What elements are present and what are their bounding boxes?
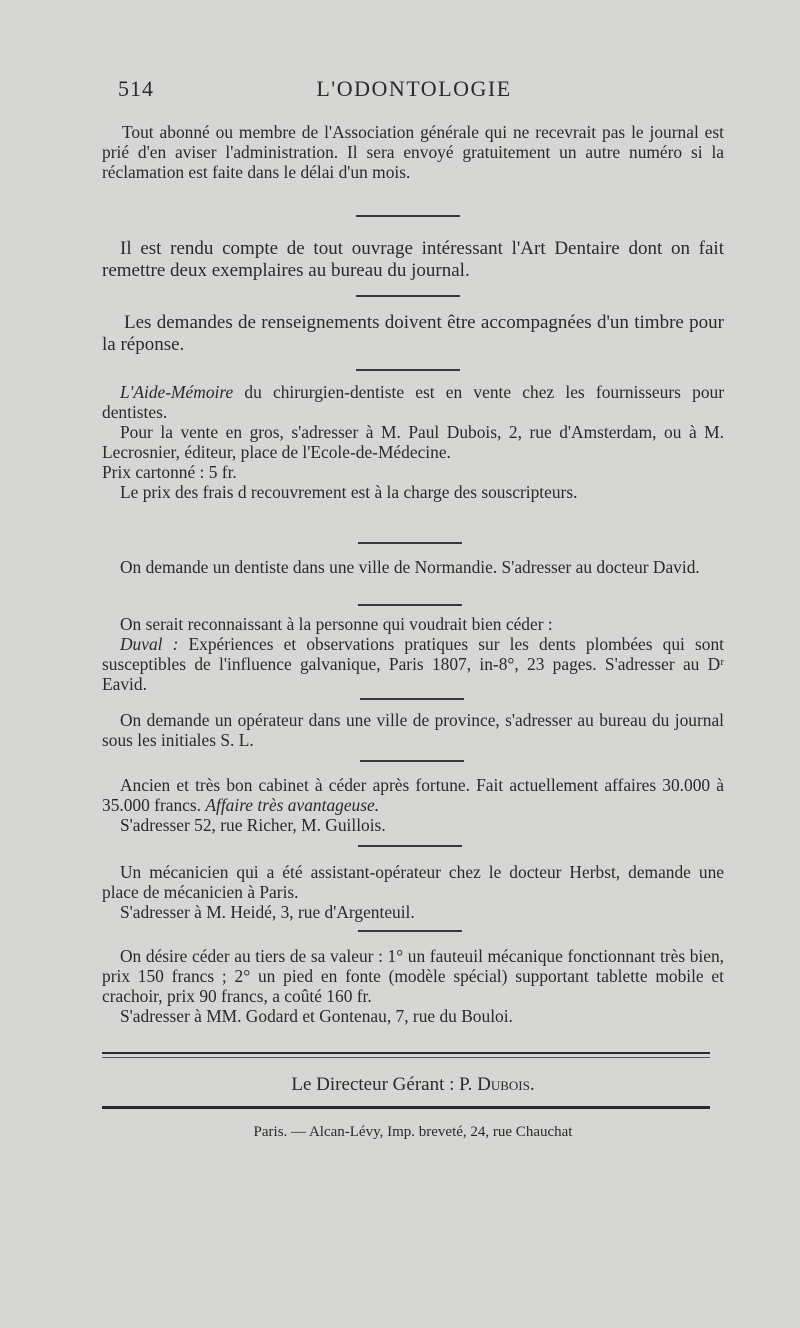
notice-text: Les demandes de renseignements doivent être accompagnées d'un timbre pour la réponse. bbox=[102, 312, 724, 355]
signature-rule bbox=[102, 1106, 710, 1109]
notice-aide-memoire bbox=[102, 382, 724, 502]
notice-text: On demande un opérateur dans une ville de province, s'adresser au bureau du journal sous les initiales S. L. bbox=[102, 710, 724, 750]
notice-cabinet-sale bbox=[102, 775, 724, 835]
notice-subscription bbox=[102, 122, 724, 182]
aide-memoire-text: du chirurgien-dentiste est en vente chez les fournisseurs pour dentistes. bbox=[102, 382, 724, 422]
mechanic-text: Un mécanicien qui a été assistant-opérateur chez le docteur Herbst, demande une place de mécanicien à Paris. bbox=[102, 862, 724, 902]
notice-mechanic bbox=[102, 862, 724, 922]
mechanic-address: S'adresser à M. Heidé, 3, rue d'Argenteuil. bbox=[120, 902, 415, 922]
printer-imprint: Paris. — Alcan-Lévy, Imp. breveté, 24, rue Chauchat bbox=[253, 1124, 573, 1140]
separator-rule bbox=[358, 930, 462, 932]
notice-text: Tout abonné ou membre de l'Association générale qui ne recevrait pas le journal est prié d'en aviser l'administration. Il sera envoyé gratuitement un autre numéro si la réclamation est faite dans le délai d'un mois. bbox=[102, 122, 724, 182]
notice-operator bbox=[102, 710, 724, 750]
separator-rule bbox=[356, 215, 460, 217]
separator-rule bbox=[356, 295, 460, 297]
page-number: 514 bbox=[118, 76, 154, 101]
signature bbox=[102, 1074, 724, 1096]
page-header bbox=[118, 76, 710, 106]
aide-memoire-wholesale: Pour la vente en gros, s'adresser à M. Paul Dubois, 2, rue d'Amsterdam, ou à M. Lecrosnier, éditeur, place de l'Ecole-de-Médecine. bbox=[102, 422, 724, 462]
cabinet-highlight: Affaire très avantageuse. bbox=[205, 795, 380, 815]
separator-rule bbox=[360, 760, 464, 762]
duval-request: On serait reconnaissant à la personne qui voudrait bien céder : bbox=[120, 614, 553, 634]
cabinet-address: S'adresser 52, rue Richer, M. Guillois. bbox=[120, 815, 386, 835]
end-rule-thin bbox=[102, 1057, 710, 1058]
notice-review bbox=[102, 238, 724, 282]
notice-text: Il est rendu compte de tout ouvrage intéressant l'Art Dentaire dont on fait remettre deux exemplaires au bureau du journal. bbox=[102, 238, 724, 281]
aide-memoire-paragraph bbox=[102, 382, 724, 422]
notice-text: On demande un dentiste dans une ville de Normandie. S'adresser au docteur David. bbox=[120, 557, 700, 577]
separator-rule bbox=[356, 369, 460, 371]
author-name: Duval : bbox=[120, 634, 179, 654]
separator-rule bbox=[358, 604, 462, 606]
notice-chair-sale bbox=[102, 946, 724, 1026]
duval-reference bbox=[102, 634, 724, 694]
end-rule bbox=[102, 1052, 710, 1054]
separator-rule bbox=[358, 542, 462, 544]
cabinet-text bbox=[102, 775, 724, 815]
notice-duval-book bbox=[102, 614, 724, 694]
notice-information bbox=[102, 312, 724, 356]
separator-rule bbox=[358, 845, 462, 847]
signature-prefix: Le Directeur Gérant : P. bbox=[291, 1074, 473, 1095]
aide-memoire-fees: Le prix des frais d recouvrement est à la charge des souscripteurs. bbox=[120, 482, 578, 502]
duval-text: Expériences et observations pratiques sur les dents plombées qui sont susceptibles de l'influence galvanique, Paris 1807, in-8°, 23 pages. S'adresser au Dʳ Eavid. bbox=[102, 634, 725, 694]
chair-text: On désire céder au tiers de sa valeur : 1° un fauteuil mécanique fonctionnant très bien, prix 150 francs ; 2° un pied en fonte (modèle spécial) supportant tablette mobile et crachoir, prix 90 francs, a coûté 160 fr. bbox=[102, 946, 724, 1006]
separator-rule bbox=[360, 698, 464, 700]
aide-memoire-price: Prix cartonné : 5 fr. bbox=[102, 462, 237, 482]
running-title: L'ODONTOLOGIE bbox=[316, 76, 512, 101]
book-title: L'Aide-Mémoire bbox=[120, 382, 234, 402]
chair-address: S'adresser à MM. Godard et Gontenau, 7, rue du Bouloi. bbox=[120, 1006, 513, 1026]
signature-name: Dubois. bbox=[477, 1074, 535, 1095]
notice-dentist-normandie bbox=[102, 557, 724, 577]
cabinet-description: Ancien et très bon cabinet à céder après fortune. Fait actuellement affaires 30.000 à 35.000 francs. bbox=[102, 775, 724, 815]
